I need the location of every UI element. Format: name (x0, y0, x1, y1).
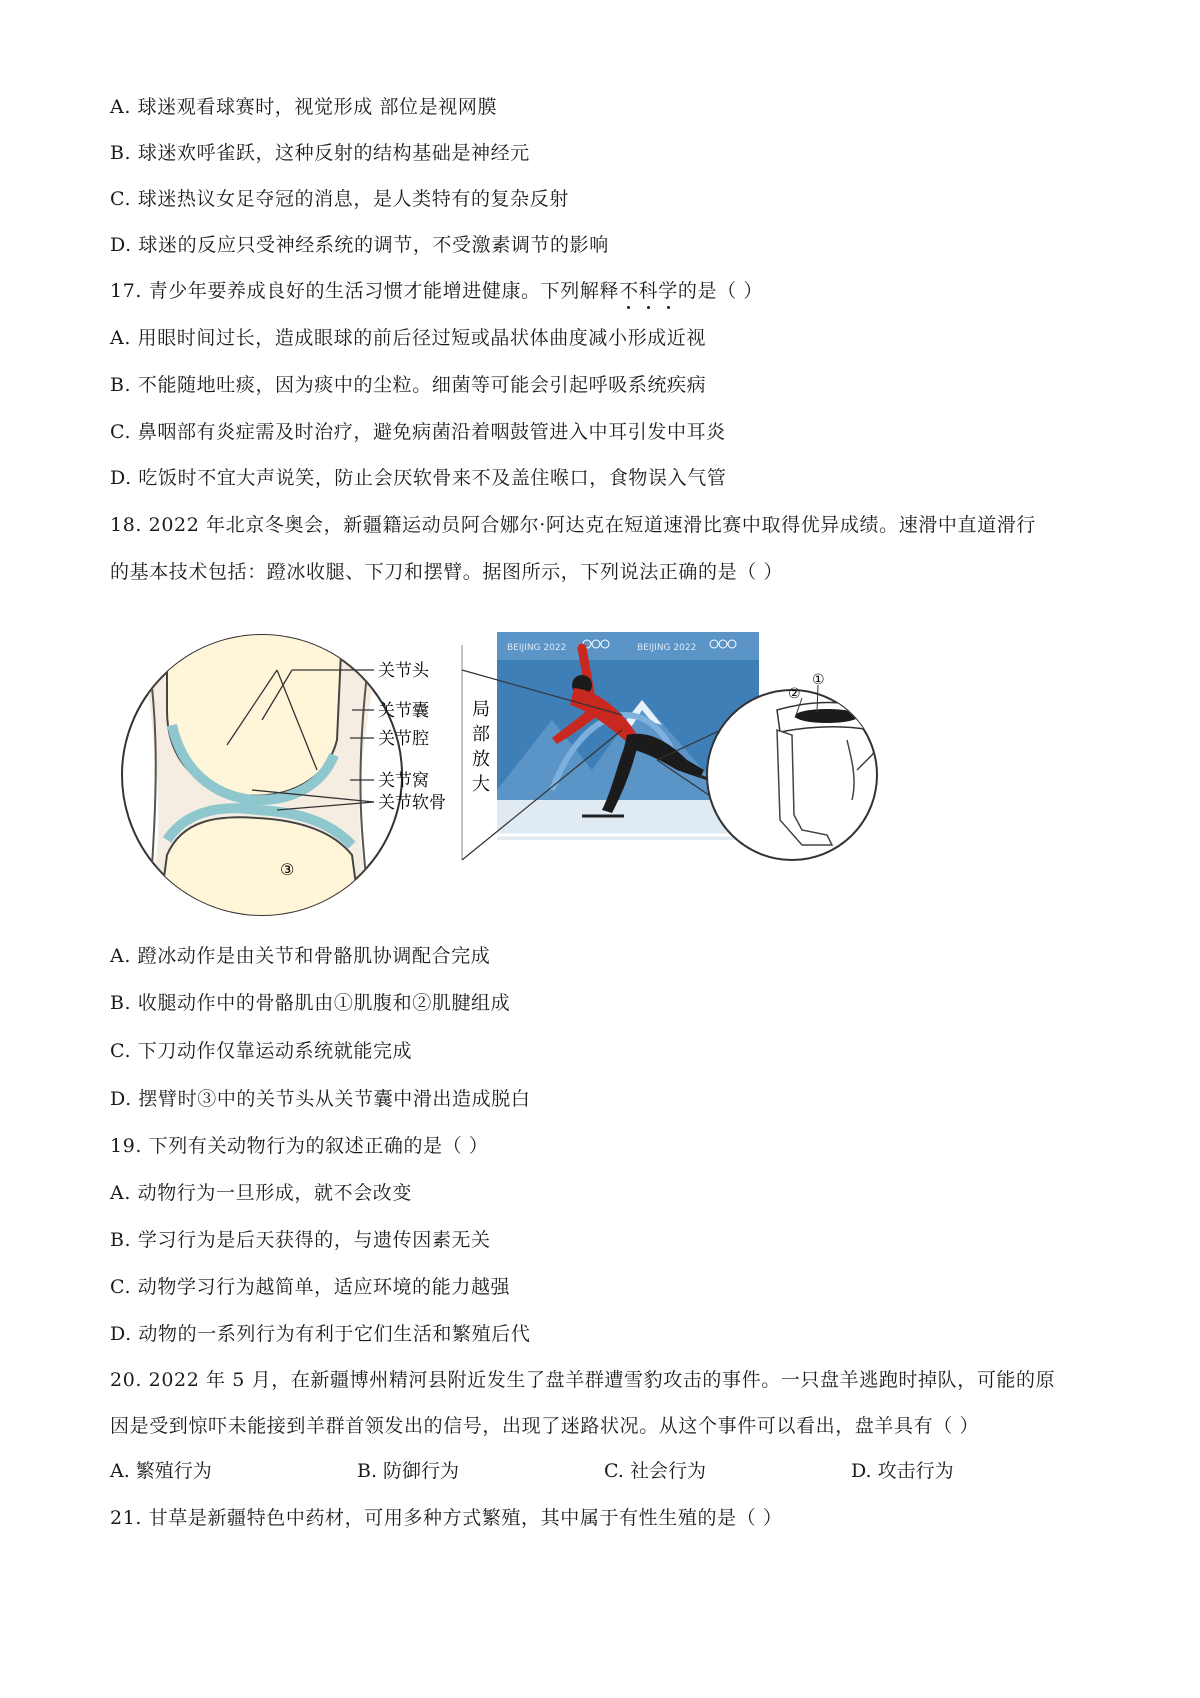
q16-option-b: B. 球迷欢呼雀跃，这种反射的结构基础是神经元 (110, 142, 530, 164)
joint-diagram (122, 630, 446, 920)
banner-right: BEIJING 2022 (637, 643, 697, 653)
q20-option-d: D. 攻击行为 (851, 1460, 954, 1482)
q16-option-a: A. 球迷观看球赛时，视觉形成 部位是视网膜 (110, 96, 498, 118)
label-joint-socket: 关节窝 (378, 771, 429, 791)
q20-stem-line1: 20. 2022 年 5 月，在新疆博州精河县附近发生了盘羊群遭雪豹攻击的事件。一只盘羊逃跑时掉队，可能的原 (110, 1369, 1056, 1391)
q18-stem-line2: 的基本技术包括：蹬冰收腿、下刀和摆臂。据图所示，下列说法正确的是（ ） (110, 561, 784, 583)
q16-option-c: C. 球迷热议女足夺冠的消息，是人类特有的复杂反射 (110, 188, 569, 210)
marker-1: ① (812, 672, 825, 688)
zoom-label-left-3: 放 (472, 749, 490, 770)
q17-option-d: D. 吃饭时不宜大声说笑，防止会厌软骨来不及盖住喉口，食物误入气管 (110, 467, 727, 489)
q17-option-a: A. 用眼时间过长，造成眼球的前后径过短或晶状体曲度减小形成近视 (110, 327, 707, 349)
zoom-label-left-4: 大 (472, 774, 490, 795)
q19-option-c: C. 动物学习行为越简单，适应环境的能力越强 (110, 1276, 511, 1298)
q20-option-a: A. 繁殖行为 (110, 1460, 212, 1482)
label-joint-cartilage: 关节软骨 (378, 793, 446, 813)
q19-option-d: D. 动物的一系列行为有利于它们生活和繁殖后代 (110, 1323, 531, 1345)
q18-option-b: B. 收腿动作中的骨骼肌由①肌腹和②肌腱组成 (110, 992, 511, 1014)
banner-left: BEIJING 2022 (507, 643, 567, 653)
q16-option-d: D. 球迷的反应只受神经系统的调节，不受激素调节的影响 (110, 234, 609, 256)
q20-options-row (110, 1459, 1090, 1483)
q18-stem-line1: 18. 2022 年北京冬奥会，新疆籍运动员阿合娜尔·阿达克在短道速滑比赛中取得优异成绩。速滑中直道滑行 (110, 514, 1036, 536)
q18-option-d: D. 摆臂时③中的关节头从关节囊中滑出造成脱白 (110, 1088, 531, 1110)
label-joint-head: 关节头 (378, 661, 429, 681)
q20-option-b: B. 防御行为 (357, 1460, 460, 1482)
q21-stem: 21. 甘草是新疆特色中药材，可用多种方式繁殖，其中属于有性生殖的是（ ） (110, 1507, 783, 1529)
q17-option-b: B. 不能随地吐痰，因为痰中的尘粒。细菌等可能会引起呼吸系统疾病 (110, 374, 707, 396)
label-joint-cavity: 关节腔 (378, 729, 429, 749)
marker-3: ③ (280, 860, 295, 879)
q17-emphasis-1: 不 (619, 280, 639, 302)
q17-emphasis-3: 学 (658, 280, 678, 302)
q18-option-c: C. 下刀动作仅靠运动系统就能完成 (110, 1040, 413, 1062)
q20-option-c: C. 社会行为 (604, 1460, 706, 1482)
zoom-label-left-1: 局 (472, 699, 490, 720)
q17-option-c: C. 鼻咽部有炎症需及时治疗，避免病菌沿着咽鼓管进入中耳引发中耳炎 (110, 421, 726, 443)
marker-2: ② (788, 686, 801, 702)
q17-stem-pre: 17. 青少年要养成良好的生活习惯才能增进健康。下列解释 (110, 280, 620, 302)
q18-option-a: A. 蹬冰动作是由关节和骨骼肌协调配合完成 (110, 945, 491, 967)
q20-stem-line2: 因是受到惊吓未能接到羊群首领发出的信号，出现了迷路状况。从这个事件可以看出，盘羊具有（ ） (110, 1415, 980, 1437)
zoom-label-left-2: 部 (472, 724, 490, 745)
q19-option-a: A. 动物行为一旦形成，就不会改变 (110, 1182, 413, 1204)
q17-stem (110, 279, 763, 303)
q19-stem: 19. 下列有关动物行为的叙述正确的是（ ） (110, 1135, 489, 1157)
q17-stem-post: 的是（ ） (677, 280, 763, 302)
label-joint-capsule: 关节囊 (378, 701, 429, 721)
q19-option-b: B. 学习行为是后天获得的，与遗传因素无关 (110, 1229, 491, 1251)
q17-emphasis-2: 科 (638, 280, 659, 302)
skating-joint-figure (112, 630, 882, 920)
